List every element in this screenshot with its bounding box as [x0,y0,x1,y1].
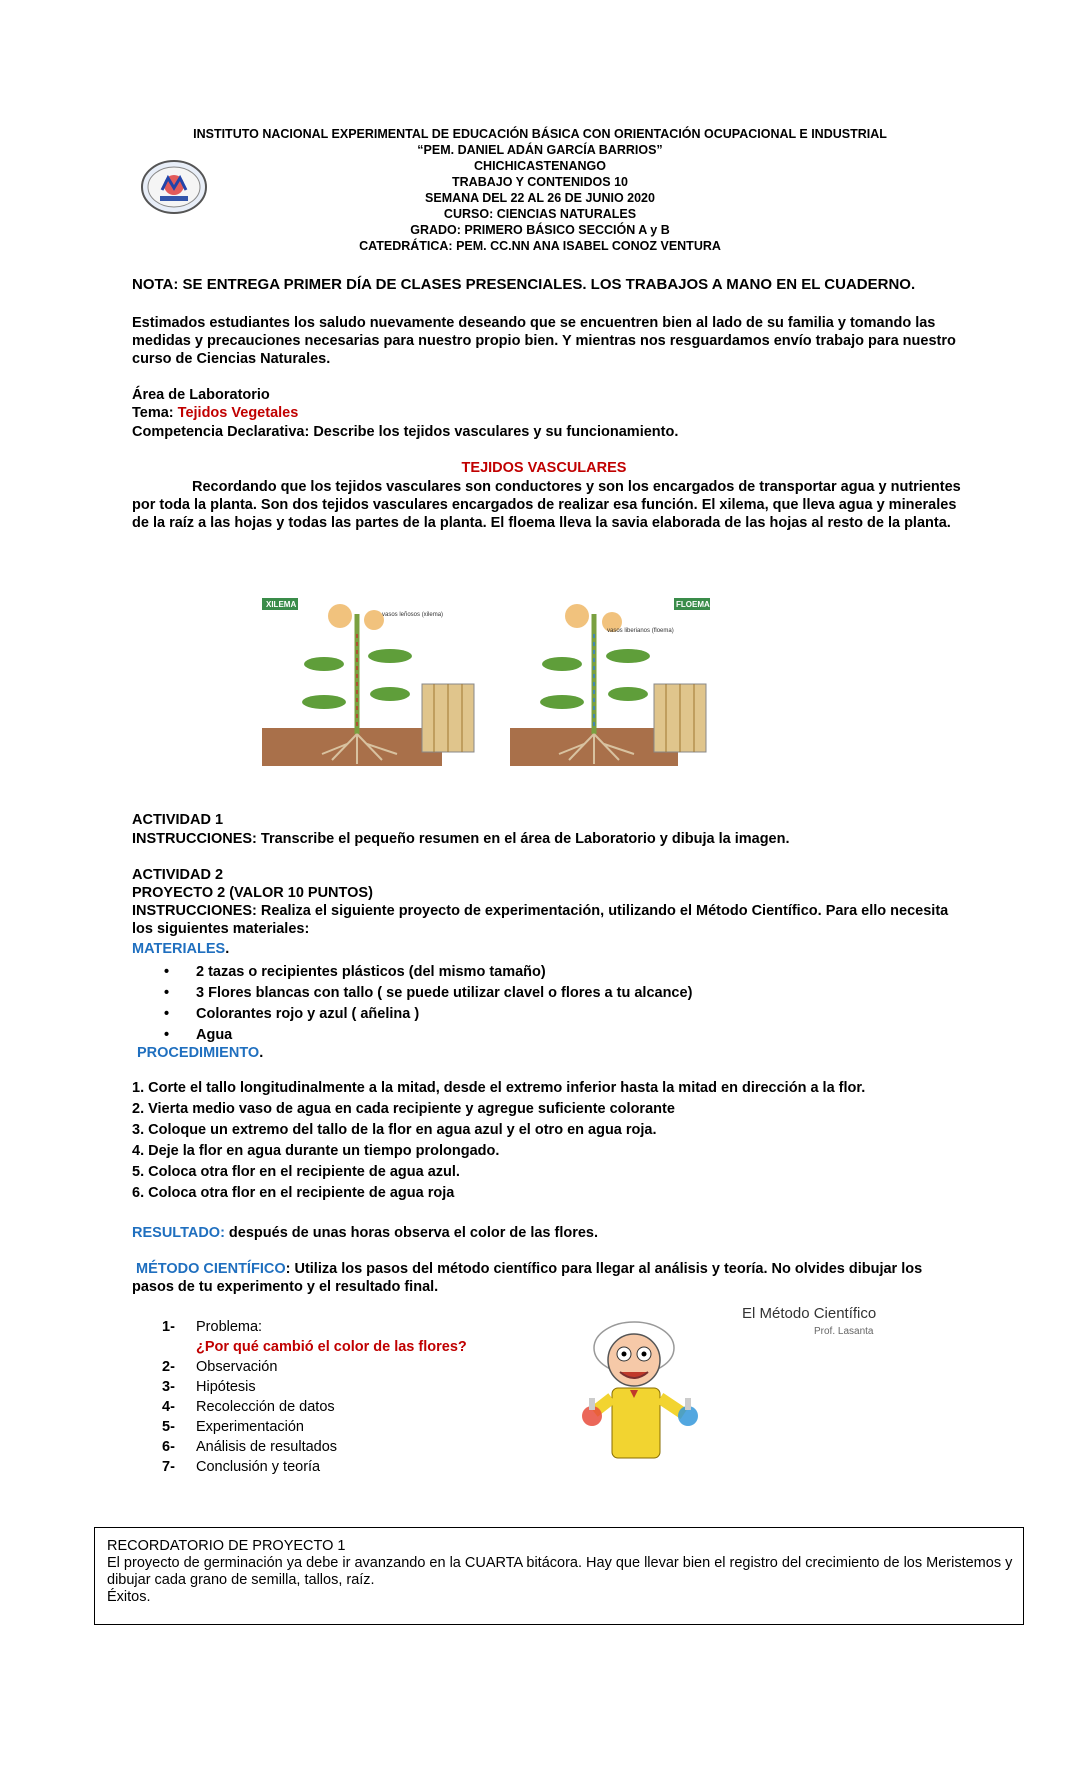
problem-question: ¿Por qué cambió el color de las flores? [196,1339,467,1355]
reminder-body: El proyecto de germinación ya debe ir avanzando en la CUARTA bitácora. Hay que llevar bien el registro del crecimiento de los Meristemos y dibujar cada grano de semilla, tallos, raíz. [107,1555,1013,1588]
scientific-method-paragraph: MÉTODO CIENTÍFICO: Utiliza los pasos del método científico para llegar al análisis y teoría. No olvides dibujar los pasos de tu experimento y el resultado final. [132,1261,923,1295]
list-item: 6. Coloca otra flor en el recipiente de agua roja [132,1185,455,1201]
list-item: 5. Coloca otra flor en el recipiente de agua azul. [132,1164,460,1180]
list-item: 3- Hipótesis [162,1379,256,1395]
intro-paragraph: Recordando que los tejidos vasculares son conductores y son los encargados de transportar agua y nutrientes por toda la planta. Son dos tejidos vasculares encargados de realizar esa función. El xilema, que lleva agua y minerales de la raíz a las hojas y todas las partes de la planta. El floema lleva la savia elaborada de las hojas al resto de la planta. [132,479,961,531]
school-logo [140,158,208,216]
list-item: 4. Deje la flor en agua durante un tiempo prolongado. [132,1143,500,1159]
materials-list [160,962,692,1046]
method-steps [162,1317,467,1477]
reminder-title: RECORDATORIO DE PROYECTO 1 [107,1538,346,1554]
materials-heading: MATERIALES. [132,941,230,957]
reminder-closing: Éxitos. [107,1589,151,1605]
work-title: TRABAJO Y CONTENIDOS 10 [452,175,628,189]
problem-question-row [162,1337,467,1357]
list-item: 2- Observación [162,1359,278,1375]
institution-name: INSTITUTO NACIONAL EXPERIMENTAL DE EDUCACIÓN BÁSICA CON ORIENTACIÓN OCUPACIONAL E INDUSTRIAL [193,127,887,141]
procedure-list [132,1078,865,1204]
activity-2-title: ACTIVIDAD 2 [132,867,224,883]
course: CURSO: CIENCIAS NATURALES [443,207,637,221]
list-item: 7- Conclusión y teoría [162,1459,321,1475]
activity-1-instructions: INSTRUCCIONES: Transcribe el pequeño resumen en el área de Laboratorio y dibuja la imagen. [132,831,790,847]
list-item: • 3 Flores blancas con tallo ( se puede utilizar clavel o flores a tu alcance) [160,983,692,1004]
area-label: Área de Laboratorio [132,387,270,403]
list-item: 3. Coloque un extremo del tallo de la flor en agua azul y el otro en agua roja. [132,1122,657,1138]
list-item: 4- Recolección de datos [162,1399,335,1415]
list-item: 2. Vierta medio vaso de agua en cada recipiente y agregue suficiente colorante [132,1101,675,1117]
competence: Competencia Declarativa: Describe los tejidos vasculares y su funcionamiento. [132,424,679,440]
section-title: TEJIDOS VASCULARES [461,460,627,476]
activity-2-instructions: INSTRUCCIONES: Realiza el siguiente proyecto de experimentación, utilizando el Método Científico. Para ello necesita los siguientes materiales: [132,903,949,937]
list-item: 1- Problema: [162,1319,263,1335]
grade: GRADO: PRIMERO BÁSICO SECCIÓN A y B [410,223,670,237]
xilema-caption: vasos leñosos (xilema) [382,612,444,618]
teacher: CATEDRÁTICA: PEM. CC.NN ANA ISABEL CONOZ VENTURA [359,239,721,253]
activity-1-title: ACTIVIDAD 1 [132,812,224,828]
topic-value: Tejidos Vegetales [177,405,299,421]
list-item: 5- Experimentación [162,1419,304,1435]
reminder-box [94,1527,1024,1625]
project-2-title: PROYECTO 2 (VALOR 10 PUNTOS) [132,885,373,901]
note: NOTA: SE ENTREGA PRIMER DÍA DE CLASES PRESENCIALES. LOS TRABAJOS A MANO EN EL CUADERNO. [132,276,916,293]
floema-tag: FLOEMA [676,600,710,609]
scientist-illustration [576,1318,816,1464]
list-item: • Colorantes rojo y azul ( añelina ) [160,1004,692,1025]
list-item: • 2 tazas o recipientes plásticos (del mismo tamaño) [160,962,692,983]
method-image-subtitle: Prof. Lasanta [814,1326,874,1337]
school-name: “PEM. DANIEL ADÁN GARCÍA BARRIOS” [417,143,663,157]
vascular-tissue-figure [262,594,710,766]
list-item: 1. Corte el tallo longitudinalmente a la mitad, desde el extremo inferior hasta la mitad en dirección a la flor. [132,1080,866,1096]
list-item: • Agua [160,1025,692,1046]
list-item: 6- Análisis de resultados [162,1439,338,1455]
result: RESULTADO: después de unas horas observa el color de las flores. [132,1225,599,1241]
town: CHICHICASTENANGO [474,159,606,173]
floema-caption: vasos liberianos (floema) [607,628,674,634]
method-image-title: El Método Científico [742,1305,877,1322]
procedure-heading: PROCEDIMIENTO. [137,1045,264,1061]
week: SEMANA DEL 22 AL 26 DE JUNIO 2020 [425,191,655,205]
xilema-tag: XILEMA [266,600,297,609]
greeting: Estimados estudiantes los saludo nuevamente deseando que se encuentren bien al lado de su familia y tomando las medidas y precauciones necesarias para nuestro propio bien. Y mientras nos resguardamos envío trabajo para nuestro curso de Ciencias Naturales. [132,315,956,367]
topic: Tema: Tejidos Vegetales [132,405,299,421]
